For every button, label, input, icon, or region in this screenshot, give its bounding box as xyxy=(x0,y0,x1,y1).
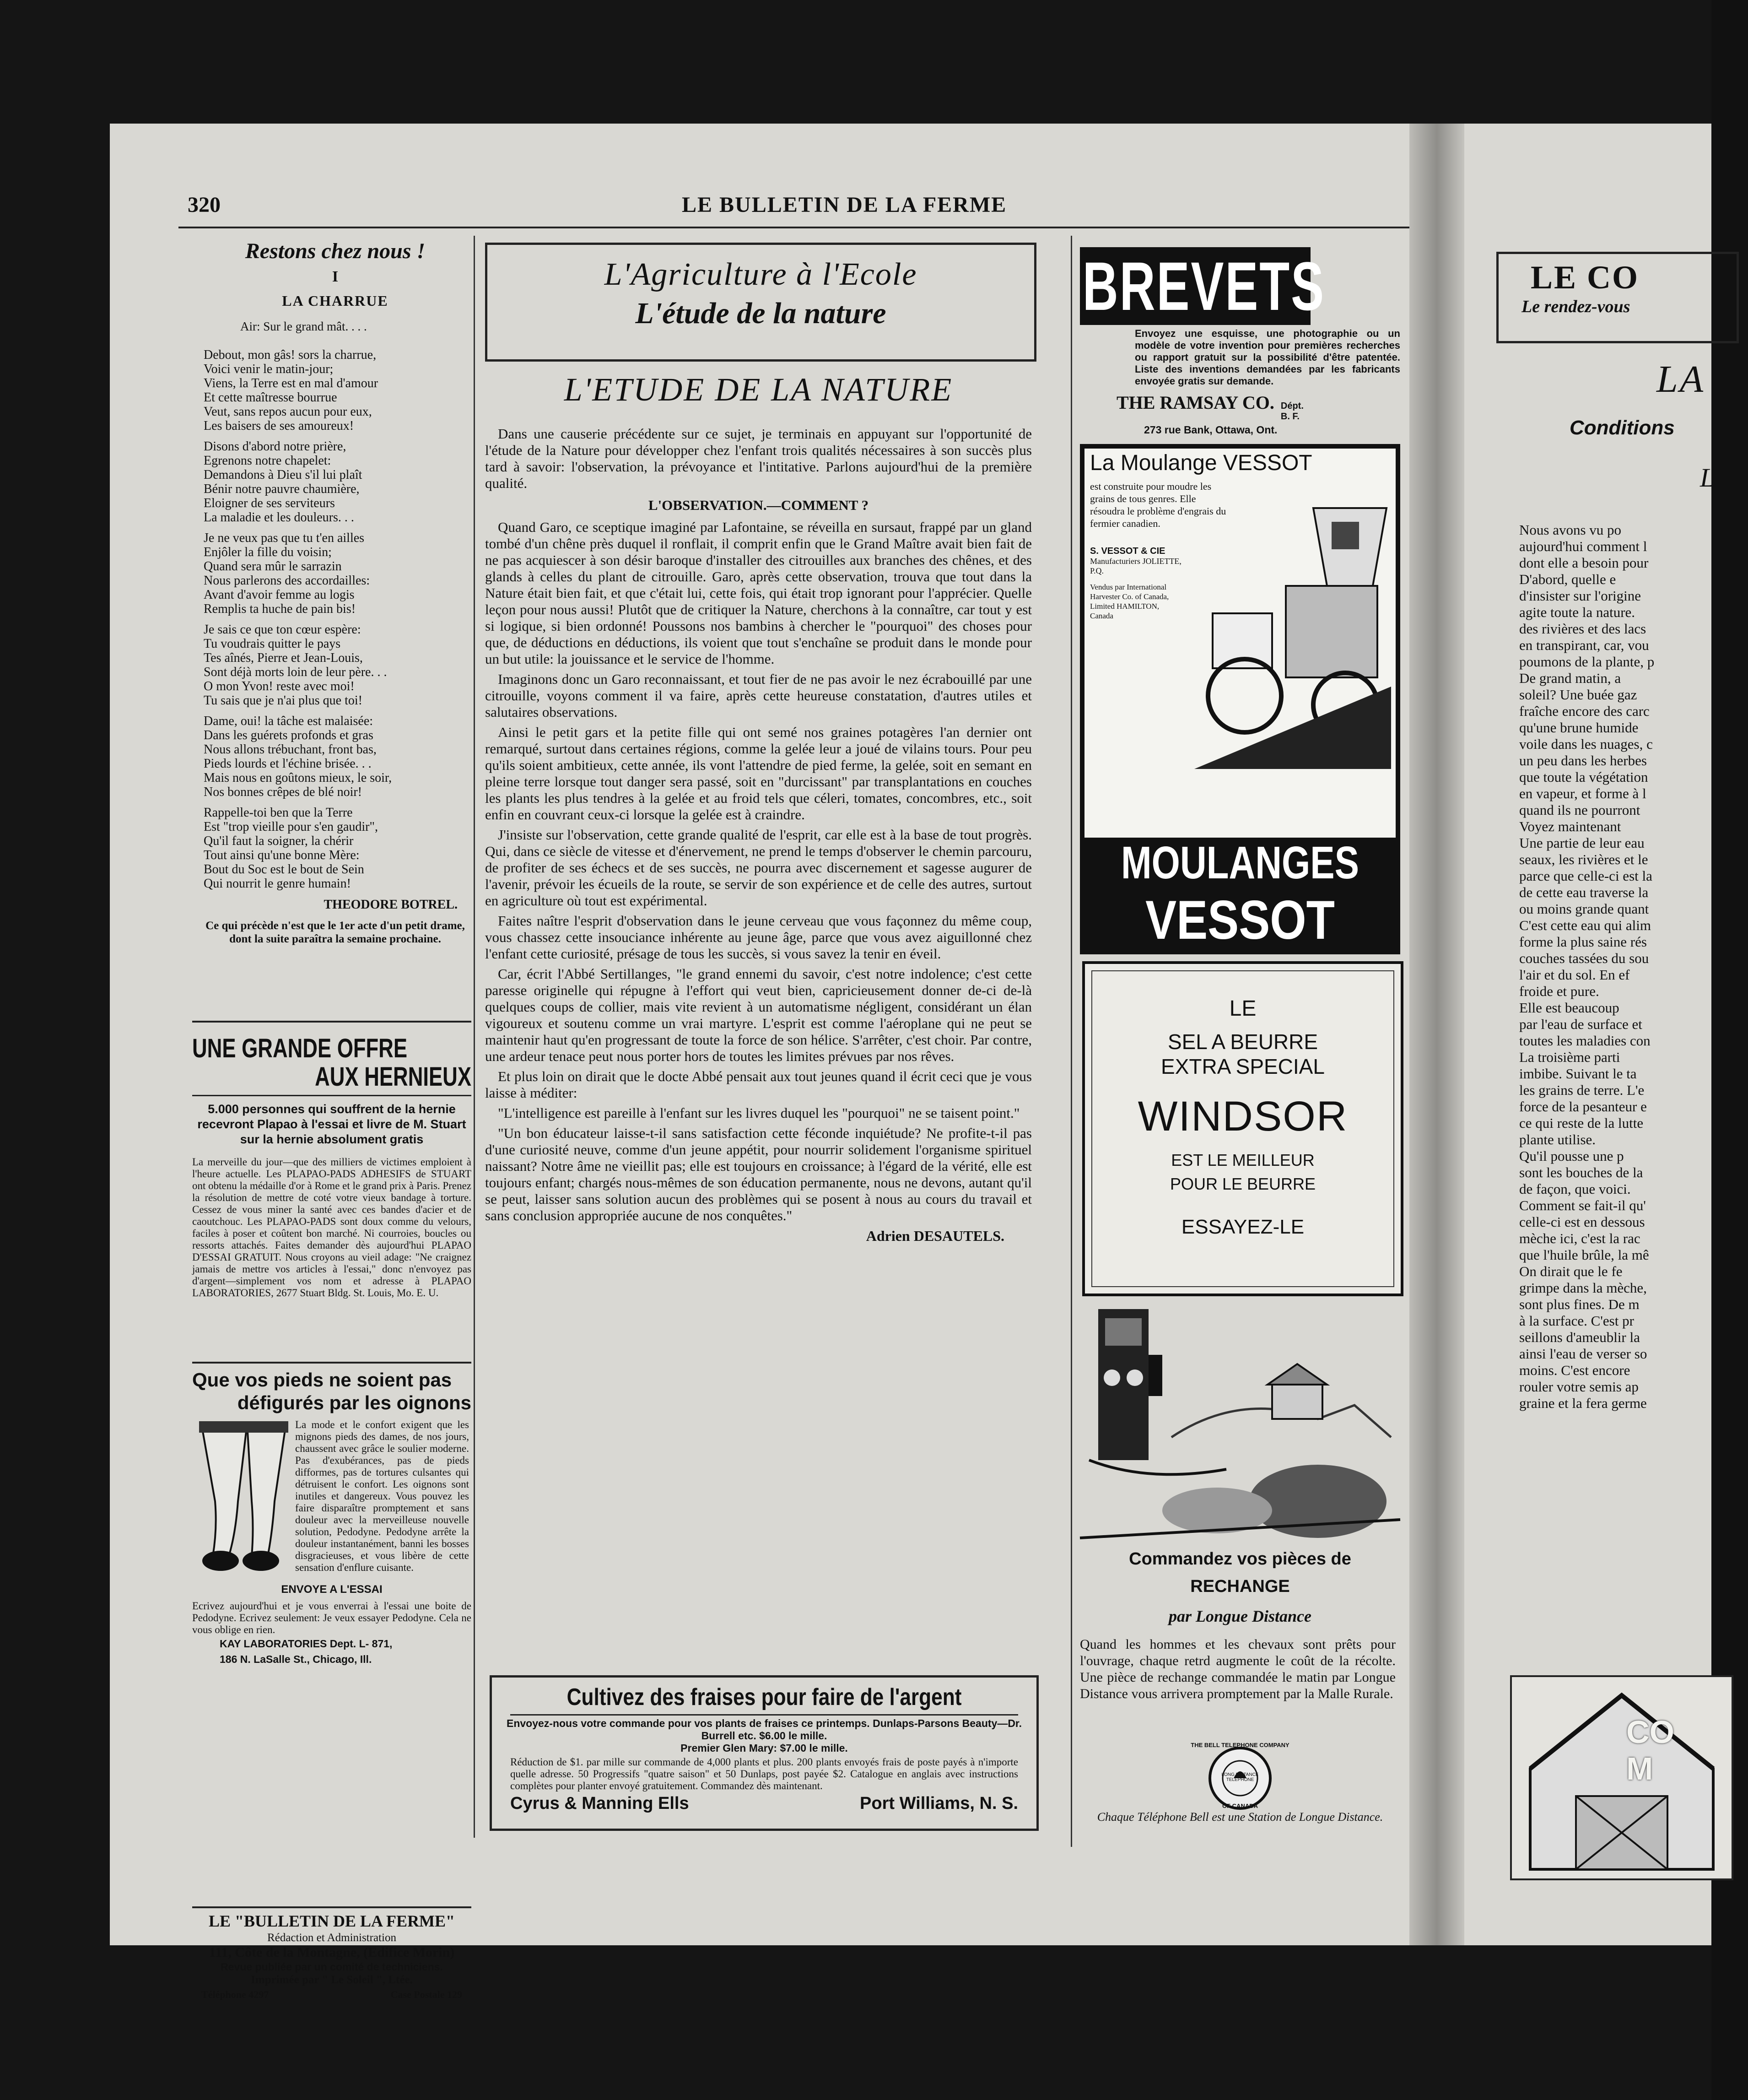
poem-title: LA CHARRUE xyxy=(282,292,388,309)
facing-barn-ad xyxy=(1510,1675,1733,1880)
facing-text-line: C'est cette eau qui alim xyxy=(1519,917,1651,933)
vessot-ad-panel xyxy=(1084,449,1396,838)
facing-text-line: soleil? Une buée gaz xyxy=(1519,687,1637,703)
feet-ad-cta: ENVOYE A L'ESSAI xyxy=(281,1583,383,1596)
rule-col1-b xyxy=(192,1362,471,1364)
facing-text-line: Comment se fait-il qu' xyxy=(1519,1197,1646,1213)
facing-box xyxy=(1496,252,1739,343)
hernia-ad-title-1: UNE GRANDE OFFRE xyxy=(192,1034,408,1063)
strawberry-ad xyxy=(490,1675,1039,1831)
windsor-ad-brand: WINDSOR xyxy=(1138,1093,1348,1140)
article-paragraph-4: J'insiste sur l'observation, cette grande qualité de l'esprit, car elle est à la base de tout progrès. Qui, dans ce siècle de vitesse et d'énervement, ne prend le temps d'observer le chemin parcouru, de profiter de ses échecs et de ses succès, ne pourra avec discernement et sagesse augurer de l'avenir, prévoir les écueils de la route, se servir de son expérience et de celle des autres, surtout en agriculture où tout est expérimental. xyxy=(485,827,1032,909)
legs-illustration xyxy=(192,1419,293,1577)
facing-text-line: ou moins grande quant xyxy=(1519,901,1649,917)
brevets-ad-address: 273 rue Bank, Ottawa, Ont. xyxy=(1144,424,1278,436)
brevets-ad-dept: Dépt. B. F. xyxy=(1280,401,1304,422)
bell-ad xyxy=(1080,1300,1400,1840)
article-paragraph-2: Imaginons donc un Garo reconnaissant, et tout fier de ne pas avoir le nez écrabouillé par une citrouille, voyons comment il va faire, après cette heureuse constatation, d'autres utiles et salutaires observations. xyxy=(485,671,1032,720)
article-headline: L'ETUDE DE LA NATURE xyxy=(564,371,953,408)
bell-seal-center: LONG DISTANCE TELEPHONE xyxy=(1221,1772,1259,1782)
article-paragraph-9: "Un bon éducateur laisse-t-il sans satisfaction cette féconde inquiétude? Ne profite-t-il pas d'une curiosité neuve, comme d'un jeune appétit, pour nourrir solidement l'organisme spirituel naissant? Notre âme ne vieillit pas; elle est toujours en croissance; à l'égard de la vérité, elle est toujours enfant; chargés nous-mêmes de son éducation permanente, nous ne devons, autant qu'il se peut, laisser sans solution aucun des problèmes qui se posent à nous au cours du travail et sans conclusion appropriée aucune de nos conquêtes." xyxy=(485,1125,1032,1223)
vessot-ad-seller: Vendus par International Harvester Co. of Canada, Limited HAMILTON, Canada xyxy=(1090,583,1169,620)
poem-column xyxy=(204,238,467,946)
article-intro: Dans une causerie précédente sur ce sujet, je terminais en appuyant sur l'opportunité de l'étude de la Nature pour développer chez l'enfant trois qualités nécessaires à son succès plus tard à savoir: l'observation, la prévoyance et l'intitative. Parlons aujourd'hui de la première qualité. xyxy=(485,426,1032,491)
facing-text-line: de façon, que voici. xyxy=(1519,1181,1631,1197)
facing-text-line: que l'huile brûle, la mê xyxy=(1519,1247,1649,1263)
windsor-ad-l3: EXTRA SPECIAL xyxy=(1161,1055,1325,1078)
facing-text-line: sont plus fines. De m xyxy=(1519,1296,1640,1312)
masthead-phone: Téléphone 4297 xyxy=(201,1989,269,2000)
facing-box-sub: Le rendez-vous xyxy=(1521,297,1630,316)
facing-text-line: forme la plus saine rés xyxy=(1519,934,1647,950)
vessot-ad-body: est construite pour moudre les grains de tous genres. Elle résoudra le problème d'engrais du fermier canadien. xyxy=(1090,481,1226,529)
poem-stanza-6: Rappelle-toi ben que la Terre Est "trop vieille pour s'en gaudir", Qu'il faut la soigner, la chérir Tout ainsi qu'une bonne Mère: Bout du Soc est le bout de Sein Qui nourrit le genre humain! xyxy=(204,806,378,891)
facing-text-line: D'abord, quelle e xyxy=(1519,571,1616,587)
vessot-ad-maker-sub: Manufacturiers JOLIETTE, P.Q. xyxy=(1090,557,1182,575)
facing-text-line: qu'une brune humide xyxy=(1519,720,1639,736)
hernia-ad-subtitle: 5.000 personnes qui souffrent de la hernie recevront Plapao à l'essai et livre de M. Stuart sur la hernie absolument gratis xyxy=(197,1102,466,1146)
facing-text xyxy=(1519,522,1748,1412)
facing-box-title: LE CO xyxy=(1531,259,1640,296)
masthead-line4: Imprimée par " Le Soleil ", Ltée. xyxy=(251,1974,413,1986)
facing-subheading: Conditions xyxy=(1570,417,1675,439)
facing-text-line: Voyez maintenant xyxy=(1519,818,1621,834)
article-paragraph-7: Et plus loin on dirait que le docte Abbé pensait aux tout jeunes quand il écrit ceci que je vous laisse à méditer: xyxy=(485,1068,1032,1101)
vessot-ad xyxy=(1080,444,1400,954)
article-box-title: L'Agriculture à l'Ecole xyxy=(604,257,917,292)
facing-text-line: froide et pure. xyxy=(1519,983,1599,999)
facing-text-line: toutes les maladies con xyxy=(1519,1033,1651,1049)
facing-text-line: graine et la fera germe xyxy=(1519,1395,1647,1411)
masthead-box xyxy=(192,1911,471,2003)
facing-text-line: seaux, les rivières et le xyxy=(1519,851,1648,867)
facing-barn-text: CO M xyxy=(1626,1714,1674,1786)
bell-seal-top: THE BELL TELEPHONE COMPANY xyxy=(1191,1742,1289,1748)
facing-text-line: les grains de terre. L'e xyxy=(1519,1082,1645,1098)
article-author: Adrien DESAUTELS. xyxy=(866,1228,1004,1244)
facing-text-line: quand ils ne pourront xyxy=(1519,802,1640,818)
masthead-line3: Revue publiée par un comité de techniciens. xyxy=(221,1961,443,1973)
windsor-ad-l6: ESSAYEZ-LE xyxy=(1181,1216,1305,1238)
hernia-ad-body: La merveille du jour—que des milliers de victimes emploient à l'heure actuelle. Les PLAPAO-PADS ADHESIFS de STUART ont obtenu la médaille d'or à Rome et le grand prix à Paris. Prenez la résolution de mettre de coté votre vieux bandage à torture. Cessez de vous miner la santé avec ces bandes d'acier et de caoutchouc. Les PLAPAO-PADS sont doux comme du velours, faciles à poser et coûtent bon marché. Ni courroies, boucles ou ressorts attachés. Faites demander dès aujourd'hui PLAPAO D'ESSAI GRATUIT. Nous croyons au vieil adage: "Ne craignez jamais de mettre vos articles à l'essai," donc n'envoyez pas d'argent—simplement vos nom et adresse à PLAPAO LABORATORIES, 2677 Stuart Bldg. St. Louis, Mo. E. U. xyxy=(192,1156,471,1299)
facing-text-line: rouler votre semis ap xyxy=(1519,1379,1639,1395)
poem-part: I xyxy=(332,268,339,285)
facing-text-line: mèche ici, c'est la rac xyxy=(1519,1230,1640,1246)
strawberry-ad-body: Réduction de $1. par mille sur commande de 4,000 plants et plus. 200 plants envoyés frais de poste payés à n'importe quelle adresse. 50 Progressifs "quatre saison" et 50 Dunlaps, post payée $2. Catalogue en anglais avec instructions complètes pour planter envoyé gratuitement. Commandez dès maintenant. xyxy=(510,1756,1018,1791)
vessot-ad-big-2: VESSOT xyxy=(1145,889,1335,951)
telephone-farm-illustration xyxy=(1080,1300,1400,1547)
page-header xyxy=(188,192,1560,220)
facing-initial: L xyxy=(1700,463,1715,493)
facing-text-line: plante utilise. xyxy=(1519,1131,1596,1147)
article-paragraph-6: Car, écrit l'Abbé Sertillanges, "le grand ennemi du savoir, c'est notre indolence; c'est cette paresse originelle qui répugne à l'effort qui veut bien, capricieusement donner de-ci de-là quelques coups de collier, mais vite revient à un automatisme négligent, considérant un élan vigoureux et soutenu comme un vrai martyre. L'esprit est comme l'aéroplane qui ne peut se maintenir haut qu'en progressant de toute la force de son hélice. S'arrêter, c'est choir. Par contre, une ardeur tenace peut nous porter hors de toutes les limites prévues par nos rêves. xyxy=(485,966,1032,1064)
article-body xyxy=(485,426,1032,1244)
facing-text-line: Elle est beaucoup xyxy=(1519,1000,1619,1016)
poem-author: THEODORE BOTREL. xyxy=(324,898,458,912)
facing-page xyxy=(1483,124,1715,1945)
facing-text-line: imbibe. Suivant le ta xyxy=(1519,1066,1637,1082)
hernia-ad-title-2: AUX HERNIEUX xyxy=(315,1062,471,1092)
column-divider-2 xyxy=(1071,236,1072,1847)
facing-text-line: aujourd'hui comment l xyxy=(1519,538,1647,554)
rule-col1-c xyxy=(192,1906,471,1908)
poem-heading: Restons chez nous ! xyxy=(245,239,426,263)
facing-text-line: agite toute la nature. xyxy=(1519,604,1635,620)
facing-text-line: fraîche encore des carc xyxy=(1519,703,1650,719)
facing-text-line: d'insister sur l'origine xyxy=(1519,588,1641,604)
bell-ad-title-3: par Longue Distance xyxy=(1168,1607,1311,1625)
vessot-ad-title: La Moulange VESSOT xyxy=(1090,451,1312,475)
poem-stanza-5: Dame, oui! la tâche est malaisée: Dans les guérets profonds et gras Nous allons trébuchant, front bas, Pieds lourds et l'échine brisée. . . Mais nous en goûtons mieux, le soir, Nos bonnes crêpes de blé noir! xyxy=(204,714,392,799)
facing-text-line: en vapeur, et forme à l xyxy=(1519,785,1646,801)
article-paragraph-1: Quand Garo, ce sceptique imaginé par Lafontaine, se réveilla en sursaut, frappé par un gland tombé d'un chêne près duquel il ronflait, il comprit enfin que le Grand Maître avait bien fait de ne pas acquiescer à son désir baroque d'installer des citrouilles aux branches des chênes, et des glands à celles du plant de citrouille. Garo, après cette observation, trouva que tout dans la Nature était bien fait, et que c'était lui, cette fois, qui était trop ignorant pour l'apprécier. Quelle leçon pour nous aussi! Plutôt que de critiquer la Nature, cherchons à la connaître, car tout y est si logique, si bien ordonné! Poussons nos bambins à chercher le "pourquoi" des choses pour que, de déductions en déductions, ils voient que tout s'enchaîne se produit dans le monde pour un but utile: la jouissance et le service de l'homme. xyxy=(485,519,1032,667)
masthead-line2: 111, Côte de la Montagne, (Edifice Morin) xyxy=(209,1945,455,1960)
grinder-illustration xyxy=(1194,494,1391,769)
feet-ad-instructions: Ecrivez aujourd'hui et je vous enverrai à l'essai une boite de Pedodyne. Ecrivez seulement: Je veux essayer Pedodyne. Cela ne vous oblige en rien. xyxy=(192,1600,471,1635)
facing-text-line: Qu'il pousse une p xyxy=(1519,1148,1624,1164)
facing-text-line: poumons de la plante, p xyxy=(1519,654,1655,670)
feet-ad-title-1: Que vos pieds ne soient pas xyxy=(192,1369,452,1391)
facing-text-line: que toute la végétation xyxy=(1519,769,1648,785)
masthead-line1: Rédaction et Administration xyxy=(267,1932,396,1944)
facing-text-line: On dirait que le fe xyxy=(1519,1263,1623,1279)
feet-ad-title-2: défigurés par les oignons xyxy=(237,1392,471,1413)
facing-text-line: De grand matin, a xyxy=(1519,670,1621,686)
facing-text-line: à la surface. C'est pr xyxy=(1519,1313,1634,1329)
brevets-ad-company: THE RAMSAY CO. xyxy=(1117,392,1274,413)
article-box-subtitle: L'étude de la nature xyxy=(635,297,886,330)
facing-text-line: des rivières et des lacs xyxy=(1519,621,1646,637)
facing-text-line: moins. C'est encore xyxy=(1519,1362,1630,1378)
strawberry-ad-title: Cultivez des fraises pour faire de l'argent xyxy=(566,1684,962,1710)
feet-ad-company: KAY LABORATORIES Dept. L- 871, xyxy=(220,1638,393,1650)
facing-text-line: couches tassées du sou xyxy=(1519,950,1649,966)
facing-text-line: voile dans les nuages, c xyxy=(1519,736,1653,752)
windsor-ad-l4: EST LE MEILLEUR xyxy=(1171,1151,1315,1169)
strawberry-ad-line1: Envoyez-nous votre commande pour vos plants de fraises ce printemps. Dunlaps-Parsons Beauty—Dr. Burrell etc. $6.00 le mille. xyxy=(506,1717,1022,1742)
poem-stanza-3: Je ne veux pas que tu t'en ailles Enjôler la fille du voisin; Quand sera mûr le sarrazin Nous parlerons des accordailles: Avant d'avoir femme au logis Remplis ta huche de pain bis! xyxy=(204,531,370,616)
windsor-ad-l2: SEL A BEURRE xyxy=(1167,1030,1318,1054)
bell-ad-title-2: RECHANGE xyxy=(1190,1577,1290,1596)
bell-ad-footer: Chaque Téléphone Bell est une Station de Longue Distance. xyxy=(1097,1810,1383,1824)
bell-ad-title-1: Commandez vos pièces de xyxy=(1129,1549,1351,1569)
newspaper-title: LE BULLETIN DE LA FERME xyxy=(682,193,1007,217)
windsor-ad-l1: LE xyxy=(1229,996,1257,1021)
strawberry-ad-line2: Premier Glen Mary: $7.00 le mille. xyxy=(680,1742,848,1754)
facing-text-line: dont elle a besoin pour xyxy=(1519,555,1649,571)
facing-text-line: celle-ci est en dessous xyxy=(1519,1214,1645,1230)
article-paragraph-3: Ainsi le petit gars et la petite fille qui ont semé nos graines potagères l'an dernier ont remarqué, surtout dans certaines régions, comme la gelée leur a joué de vilains tours. Pour peu qu'ils soient ambitieux, cette année, ils vont l'attendre de pied ferme, la gelée, soit en semant en pleine terre lorsque tout danger sera passé, soit en "durcissant" par transplantations en couches les plants les plus tendres à la gelée et au froid tels que céleri, tomates, concombres, etc., soit enfin en couvrant ceux-ci lorsque la gelée est à craindre. xyxy=(485,724,1032,823)
feet-ad-address: 186 N. LaSalle St., Chicago, Ill. xyxy=(220,1653,372,1665)
facing-text-line: sont les bouches de la xyxy=(1519,1164,1643,1180)
facing-text-line: Nous avons vu po xyxy=(1519,522,1622,538)
rule-col1-a xyxy=(192,1021,471,1023)
facing-text-line: par l'eau de surface et xyxy=(1519,1016,1642,1032)
poem-stanza-2: Disons d'abord notre prière, Egrenons notre chapelet: Demandons à Dieu s'il lui plaît Bénir notre pauvre chaumière, Eloigner de ses serviteurs La maladie et les douleurs. . . xyxy=(204,439,362,525)
facing-text-line: parce que celle-ci est la xyxy=(1519,868,1652,884)
feet-ad xyxy=(192,1369,471,1667)
brevets-ad-title: BREVETS xyxy=(1080,247,1311,325)
poem-stanza-4: Je sais ce que ton cœur espère: Tu voudrais quitter le pays Tes aînés, Pierre et Jean-Louis, Sont déjà morts loin de leur père. . . O mon Yvon! reste avec moi! Tu sais que je n'ai plus que toi! xyxy=(204,622,387,708)
facing-text-line: force de la pesanteur e xyxy=(1519,1099,1647,1115)
strawberry-ad-place: Port Williams, N. S. xyxy=(860,1794,1018,1813)
vessot-ad-big-1: MOULANGES xyxy=(1121,837,1359,888)
feet-ad-body: La mode et le confort exigent que les mignons pieds des dames, de nos jours, chaussent avec grâce le soulier moderne. Pas d'exubérances, pas de pieds difformes, pas de tortures culsantes qui détruisent le confort. Les oignons sont inutiles et dangereux. Vous pouvez les faire disparaître promptement et sans douleur avec la merveilleuse nouvelle solution, Pedodyne. Pedodyne arrête la douleur instantanément, banni les bosses disgracieuses, et vous libère de cette sensation d'enflure cuisante. xyxy=(295,1419,469,1573)
poem-air: Air: Sur le grand mât. . . . xyxy=(240,319,367,333)
hernia-ad-rule xyxy=(192,1095,471,1096)
masthead-title: LE "BULLETIN DE LA FERME" xyxy=(208,1912,455,1930)
facing-text-line: ce qui reste de la lutte xyxy=(1519,1115,1644,1131)
facing-text-line: l'air et du sol. En ef xyxy=(1519,967,1630,983)
page-number: 320 xyxy=(188,193,221,217)
facing-text-line: grimpe dans la mèche, xyxy=(1519,1280,1647,1296)
strawberry-ad-company: Cyrus & Manning Ells xyxy=(510,1794,689,1813)
brevets-ad-body: Envoyez une esquisse, une photographie ou un modèle de votre invention pour premières recherches ou rapport gratuit sur la possibilité d'être patentée. Liste des inventions demandées par les fabricants envoyée gratis sur demande. xyxy=(1135,328,1400,387)
article-subhead: L'OBSERVATION.—COMMENT ? xyxy=(648,497,869,513)
facing-heading: LA xyxy=(1656,358,1705,401)
column-divider-1 xyxy=(474,236,475,1838)
article-paragraph-5: Faites naître l'esprit d'observation dans le jeune cerveau que vous façonnez du même coup, vous chassez cette insouciance inhérente au jeune âge, parce que vous avez aiguillonné chez l'enfant cette curiosité, présage de tous les succès, si vous savez la tenir en éveil. xyxy=(485,913,1032,962)
article-paragraph-8: "L'intelligence est pareille à l'enfant sur les livres duquel les "pourquoi" ne se taisent point." xyxy=(498,1105,1020,1121)
bell-ad-body: Quand les hommes et les chevaux sont prêts pour l'ouvrage, chaque retrd augmente le coût de la récolte. Une pièce de rechange commandée le matin par Longue Distance vous arrivera promptement par la Malle Rurale. xyxy=(1080,1637,1396,1701)
facing-text-line: en transpirant, car, vou xyxy=(1519,637,1649,653)
poem-note: Ce qui précède n'est que le 1er acte d'un petit drame, dont la suite paraîtra la semaine prochaine. xyxy=(205,920,465,945)
hernia-ad xyxy=(192,1034,471,1299)
facing-text-line: seillons d'ameublir la xyxy=(1519,1329,1640,1345)
bell-seal-bottom: OF CANADA xyxy=(1222,1802,1258,1809)
facing-text-line: ainsi l'eau de verser so xyxy=(1519,1346,1647,1362)
windsor-ad xyxy=(1082,961,1403,1296)
facing-text-line: un peu dans les herbes xyxy=(1519,752,1647,769)
facing-text-line: Une partie de leur eau xyxy=(1519,835,1645,851)
masthead-postal: Case Postale 129 xyxy=(390,1989,462,2000)
article-title-box xyxy=(485,243,1036,362)
newspaper-page xyxy=(110,124,1715,2000)
header-rule xyxy=(178,227,1460,228)
facing-text-line: La troisième parti xyxy=(1519,1049,1620,1065)
poem-stanza-1: Debout, mon gâs! sors la charrue, Voici venir le matin-jour; Viens, la Terre est en mal d'amour Et cette maîtresse bourrue Veut, sans repos aucun pour eux, Les baisers de ses amoureux! xyxy=(204,348,378,433)
facing-text-line: de cette eau traverse la xyxy=(1519,884,1649,900)
vessot-ad-maker: S. VESSOT & CIE xyxy=(1090,546,1165,556)
windsor-ad-l5: POUR LE BEURRE xyxy=(1170,1174,1316,1193)
page-gutter xyxy=(1409,124,1464,1945)
